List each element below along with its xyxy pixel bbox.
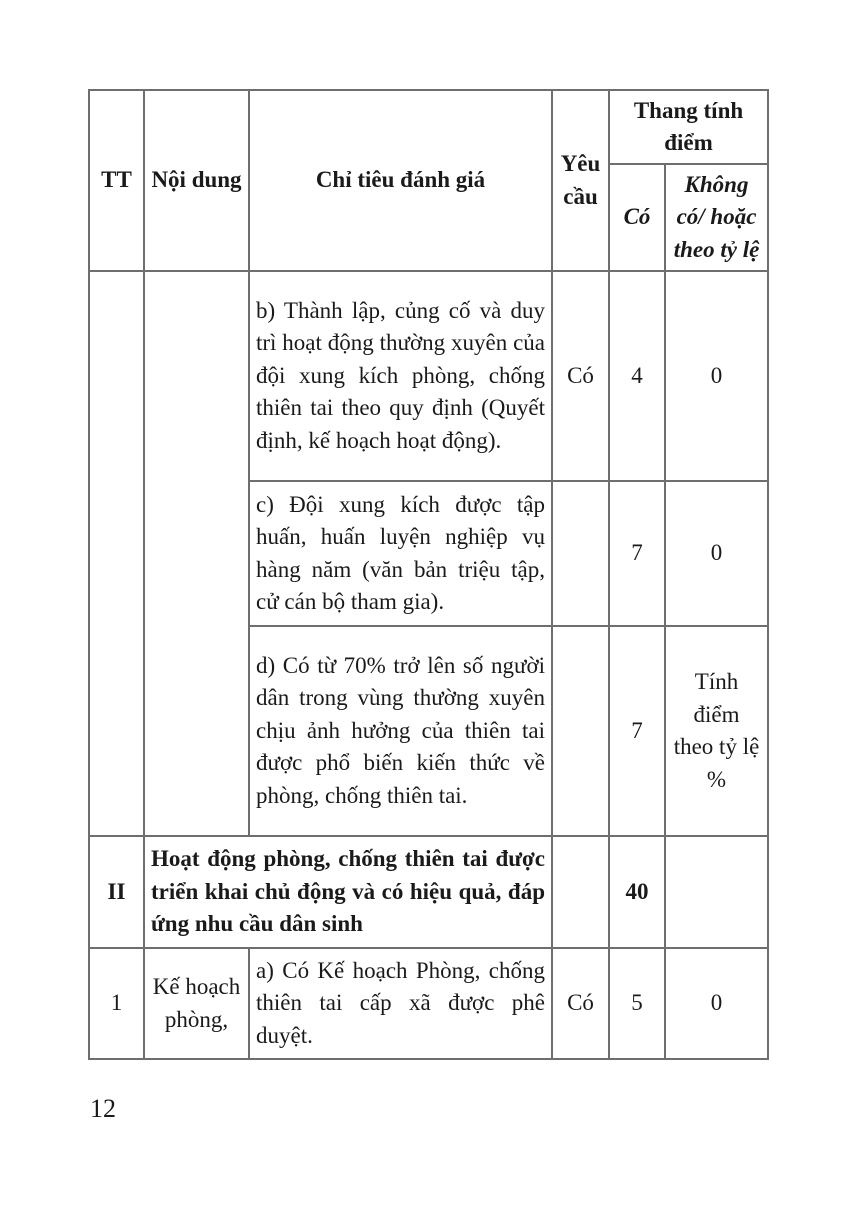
evaluation-table	[88, 89, 769, 1060]
cell-co: 5	[609, 948, 665, 1059]
header-chi-tieu: Chỉ tiêu đánh giá	[249, 90, 552, 271]
header-noi-dung: Nội dung	[144, 90, 249, 271]
cell-chi-tieu: d) Có từ 70% trở lên số người dân trong vùng thường xuyên chịu ảnh hưởng của thiên tai được phổ biến kiến thức về phòng, chống thiên tai.	[249, 626, 552, 836]
section-title: Hoạt động phòng, chống thiên tai được triển khai chủ động và có hiệu quả, đáp ứng nhu cầu dân sinh	[144, 836, 552, 948]
cell-chi-tieu: c) Đội xung kích được tập huấn, huấn luyện nghiệp vụ hàng năm (văn bản triệu tập, cử cán bộ tham gia).	[249, 481, 552, 626]
section-row	[89, 836, 768, 948]
section-khong	[665, 836, 768, 948]
header-co: Có	[609, 164, 665, 271]
header-thang-tinh-diem: Thang tính điểm	[609, 90, 768, 164]
cell-noi-dung	[144, 271, 249, 836]
cell-khong: 0	[665, 271, 768, 481]
section-tt: II	[89, 836, 144, 948]
page-number: 12	[90, 1094, 116, 1123]
cell-tt	[89, 271, 144, 836]
cell-yeu-cau	[552, 626, 609, 836]
table-row	[89, 271, 768, 481]
cell-co: 7	[609, 481, 665, 626]
cell-tt: 1	[89, 948, 144, 1059]
cell-yeu-cau	[552, 481, 609, 626]
cell-yeu-cau: Có	[552, 948, 609, 1059]
cell-khong: 0	[665, 948, 768, 1059]
cell-chi-tieu: b) Thành lập, củng cố và duy trì hoạt động thường xuyên của đội xung kích phòng, chống thiên tai theo quy định (Quyết định, kế hoạch hoạt động).	[249, 271, 552, 481]
cell-co: 4	[609, 271, 665, 481]
section-yeu-cau	[552, 836, 609, 948]
cell-khong: Tính điểm theo tỷ lệ %	[665, 626, 768, 836]
cell-khong: 0	[665, 481, 768, 626]
header-khong-co: Không có/ hoặc theo tỷ lệ	[665, 164, 768, 271]
table-row	[89, 948, 768, 1059]
cell-co: 7	[609, 626, 665, 836]
cell-chi-tieu: a) Có Kế hoạch Phòng, chống thiên tai cấp xã được phê duyệt.	[249, 948, 552, 1059]
cell-yeu-cau: Có	[552, 271, 609, 481]
cell-noi-dung: Kế hoạch phòng,	[144, 948, 249, 1059]
header-yeu-cau: Yêu cầu	[552, 90, 609, 271]
header-tt: TT	[89, 90, 144, 271]
section-co: 40	[609, 836, 665, 948]
